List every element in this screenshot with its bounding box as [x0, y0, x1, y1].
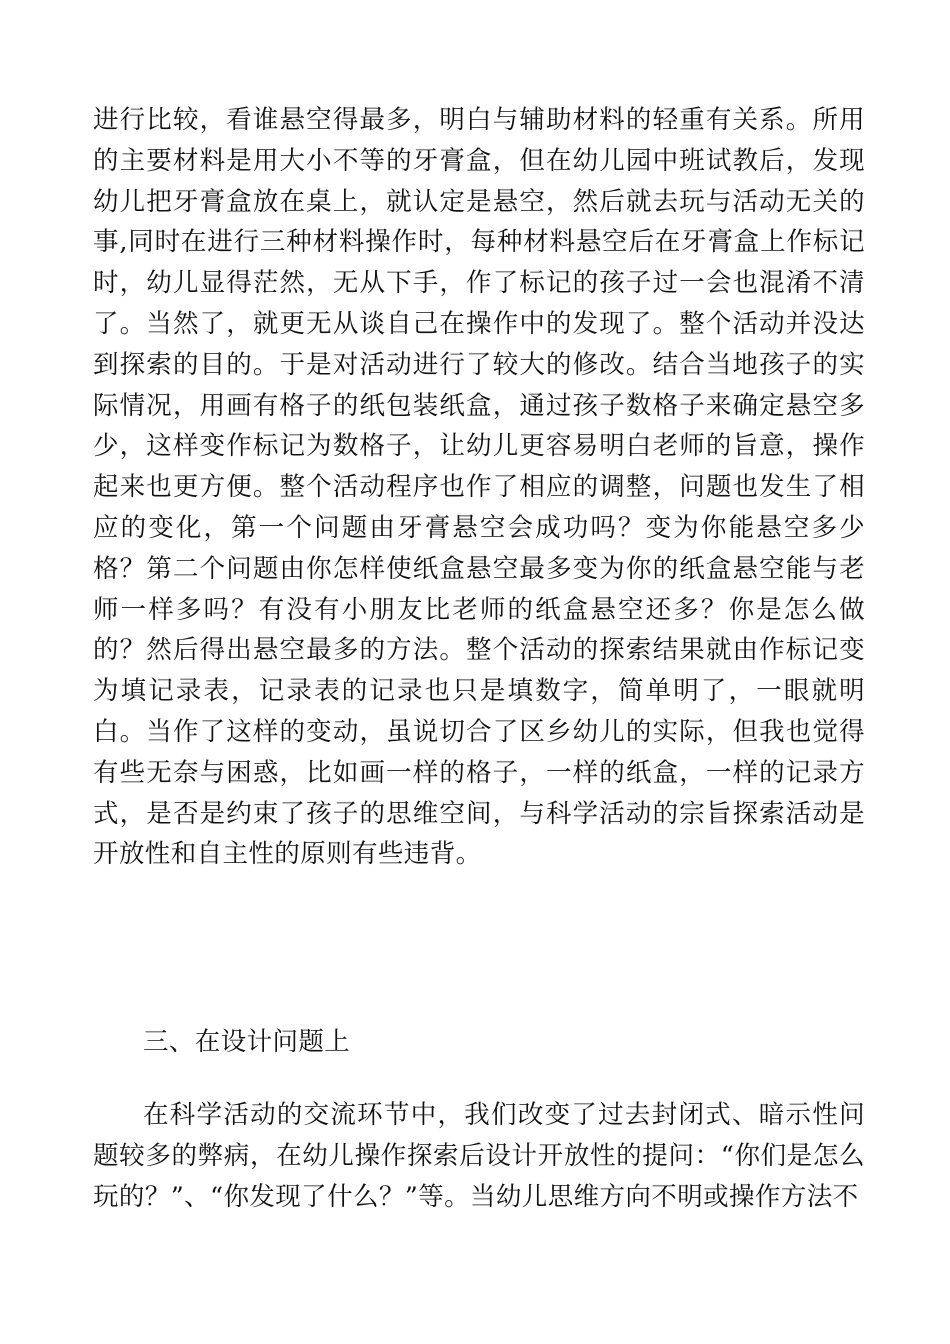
body-paragraph: 在科学活动的交流环节中，我们改变了过去封闭式、暗示性问题较多的弊病，在幼儿操作探索后设计开放性的提问：“你们是怎么玩的？”、“你发现了什么？”等。当幼儿思维方向不明或操作方法不 — [93, 1100, 865, 1212]
body-paragraph: 进行比较，看谁悬空得最多，明白与辅助材料的轻重有关系。所用的主要材料是用大小不等的牙膏盒，但在幼儿园中班试教后，发现幼儿把牙膏盒放在桌上，就认定是悬空，然后就去玩与活动无关的事,同时在进行三种材料操作时，每种材料悬空后在牙膏盒上作标记时，幼儿显得茫然，无从下手，作了标记的孩子过一会也混淆不清了。当然了，就更无从谈自己在操作中的发现了。整个活动并没达到探索的目的。于是对活动进行了较大的修改。结合当地孩子的实际情况，用画有格子的纸包装纸盒，通过孩子数格子来确定悬空多少，这样变作标记为数格子，让幼儿更容易明白老师的旨意，操作起来也更方便。整个活动程序也作了相应的调整，问题也发生了相应的变化，第一个问题由牙膏悬空会成功吗？变为你能悬空多少格？第二个问题由你怎样使纸盒悬空最多变为你的纸盒悬空能与老师一样多吗？有没有小朋友比老师的纸盒悬空还多？你是怎么做的？然后得出悬空最多的方法。整个活动的探索结果就由作标记变为填记录表，记录表的记录也只是填数字，简单明了，一眼就明白。当作了这样的变动，虽说切合了区乡幼儿的实际，但我也觉得有些无奈与困惑，比如画一样的格子，一样的纸盒，一样的记录方式，是否是约束了孩子的思维空间，与科学活动的宗旨探索活动是开放性和自主性的原则有些违背。 — [93, 105, 865, 870]
section-heading: 三、在设计问题上 — [143, 1027, 351, 1057]
